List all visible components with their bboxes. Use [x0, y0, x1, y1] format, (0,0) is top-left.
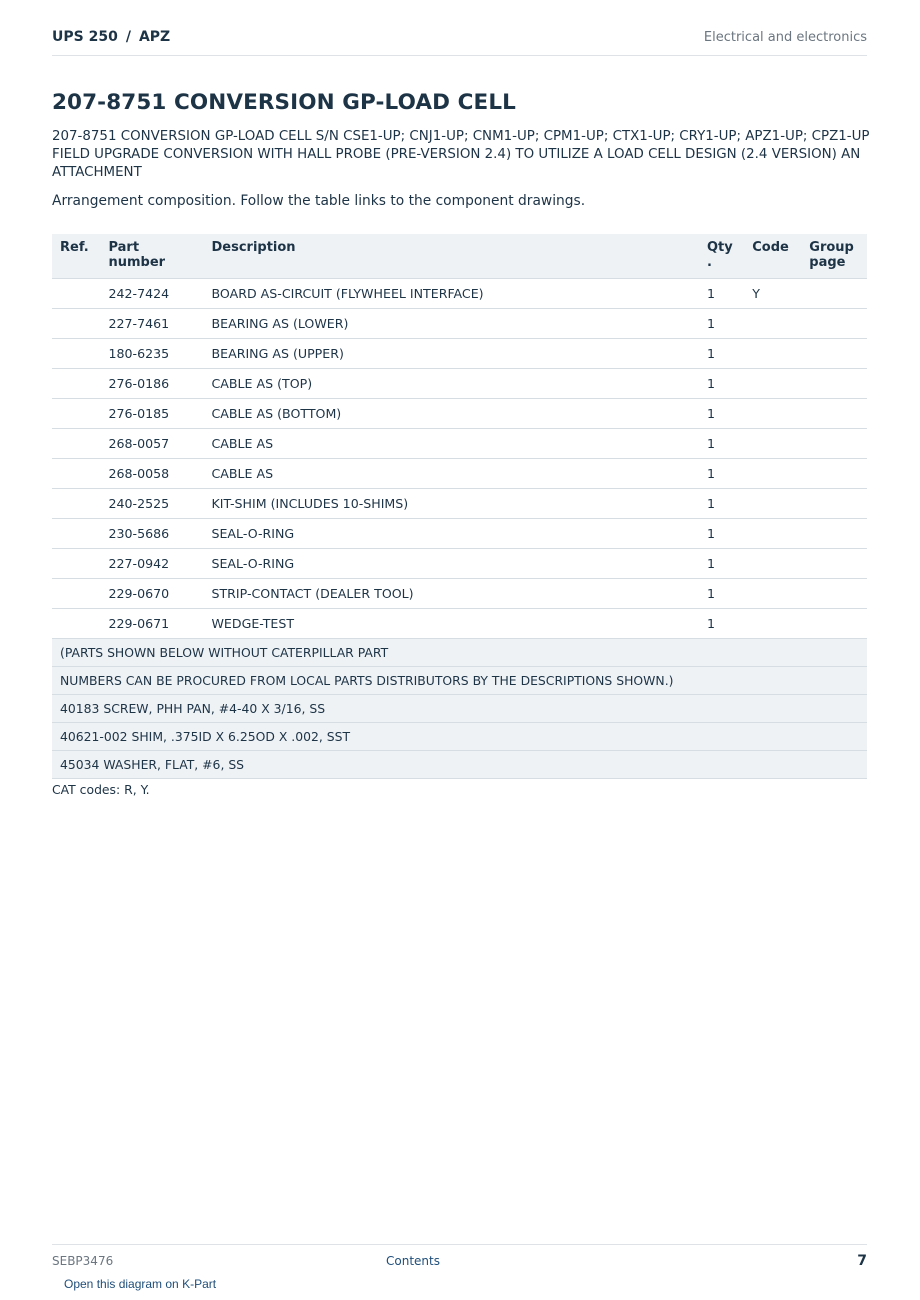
cell-part-number: 276-0186 [100, 369, 203, 399]
cell-description: BEARING AS (UPPER) [203, 339, 699, 369]
header-qty [699, 234, 744, 279]
note-row [52, 695, 867, 723]
note-text: 40183 SCREW, PHH PAN, #4-40 X 3/16, SS [52, 695, 867, 723]
cat-codes: CAT codes: R, Y. [52, 782, 150, 797]
header-code: Code [744, 234, 801, 279]
cell-description: BOARD AS-CIRCUIT (FLYWHEEL INTERFACE) [203, 279, 699, 309]
table-header-row [52, 234, 867, 279]
table-row [52, 519, 867, 549]
header-qty-line2: . [706, 255, 712, 270]
note-row [52, 667, 867, 695]
cell-code [744, 549, 801, 579]
cell-code [744, 399, 801, 429]
cell-code [744, 459, 801, 489]
note-row [52, 723, 867, 751]
cell-description: STRIP-CONTACT (DEALER TOOL) [203, 579, 699, 609]
cell-description: BEARING AS (LOWER) [203, 309, 699, 339]
cell-ref [52, 399, 100, 429]
cell-part-number: 227-0942 [100, 549, 203, 579]
breadcrumb-separator: / [125, 29, 131, 45]
table-row [52, 579, 867, 609]
page-header [52, 28, 867, 56]
cell-group-page [801, 579, 867, 609]
note-text: 40621-002 SHIM, .375ID X 6.25OD X .002, SST [52, 723, 867, 751]
cell-code: Y [744, 279, 801, 309]
table-row [52, 609, 867, 639]
cell-description: SEAL-O-RING [203, 519, 699, 549]
cell-code [744, 489, 801, 519]
contents-link[interactable]: Contents [386, 1254, 440, 1268]
cell-code [744, 579, 801, 609]
cell-ref [52, 309, 100, 339]
cell-group-page [801, 369, 867, 399]
cell-group-page [801, 549, 867, 579]
cell-qty: 1 [699, 309, 744, 339]
cell-group-page [801, 609, 867, 639]
cell-part-number: 229-0670 [100, 579, 203, 609]
cell-group-page [801, 279, 867, 309]
cell-qty: 1 [699, 579, 744, 609]
cell-qty: 1 [699, 489, 744, 519]
cell-part-number: 230-5686 [100, 519, 203, 549]
table-row [52, 309, 867, 339]
page-number: 7 [857, 1253, 867, 1269]
page-title: 207-8751 CONVERSION GP-LOAD CELL [52, 90, 516, 115]
cell-ref [52, 519, 100, 549]
cell-description: SEAL-O-RING [203, 549, 699, 579]
cell-group-page [801, 519, 867, 549]
cell-qty: 1 [699, 519, 744, 549]
cell-qty: 1 [699, 279, 744, 309]
note-text: (PARTS SHOWN BELOW WITHOUT CATERPILLAR PART [52, 639, 867, 667]
parts-table-body [52, 279, 867, 779]
table-row [52, 369, 867, 399]
cell-part-number: 242-7424 [100, 279, 203, 309]
cell-ref [52, 369, 100, 399]
table-row [52, 459, 867, 489]
cell-qty: 1 [699, 339, 744, 369]
cell-ref [52, 489, 100, 519]
cell-part-number: 227-7461 [100, 309, 203, 339]
cell-ref [52, 609, 100, 639]
section-label: Electrical and electronics [703, 30, 867, 45]
cell-qty: 1 [699, 609, 744, 639]
note-row [52, 751, 867, 779]
note-text: NUMBERS CAN BE PROCURED FROM LOCAL PARTS DISTRIBUTORS BY THE DESCRIPTIONS SHOWN.) [52, 667, 867, 695]
cell-description: CABLE AS [203, 459, 699, 489]
cell-code [744, 429, 801, 459]
breadcrumb-prefix: APZ [138, 29, 171, 45]
cell-qty: 1 [699, 399, 744, 429]
cell-part-number: 268-0058 [100, 459, 203, 489]
table-row [52, 399, 867, 429]
intro-text: Arrangement composition. Follow the table links to the component drawings. [52, 193, 586, 209]
table-row [52, 489, 867, 519]
cell-ref [52, 549, 100, 579]
open-in-kpart-link[interactable]: Open this diagram on K-Part [64, 1277, 217, 1291]
cell-description: CABLE AS (TOP) [203, 369, 699, 399]
cell-group-page [801, 339, 867, 369]
cell-code [744, 339, 801, 369]
document-id: SEBP3476 [52, 1254, 114, 1268]
table-row [52, 339, 867, 369]
cell-part-number: 229-0671 [100, 609, 203, 639]
breadcrumb [52, 29, 170, 45]
cell-ref [52, 429, 100, 459]
header-qty-line1: Qty [706, 240, 733, 255]
cell-code [744, 369, 801, 399]
cell-part-number: 276-0185 [100, 399, 203, 429]
cell-ref [52, 279, 100, 309]
page-footer [52, 1244, 867, 1275]
table-row [52, 279, 867, 309]
cell-qty: 1 [699, 369, 744, 399]
cell-group-page [801, 399, 867, 429]
cell-ref [52, 459, 100, 489]
header-part-number: Part number [100, 234, 203, 279]
assembly-description: 207-8751 CONVERSION GP-LOAD CELL S/N CSE1-UP; CNJ1-UP; CNM1-UP; CPM1-UP; CTX1-UP; CRY1-UP; APZ1-UP; CPZ1-UP FIELD UPGRADE CONVERSION WITH HALL PROBE (PRE-VERSION 2.4) TO UTILIZE A LOAD CELL DESIGN (2.4 VERSION) AN ATTACHMENT [52, 129, 870, 180]
note-row [52, 639, 867, 667]
cell-group-page [801, 459, 867, 489]
header-ref: Ref. [52, 234, 100, 279]
breadcrumb-model: UPS 250 [52, 29, 118, 45]
cell-description: CABLE AS [203, 429, 699, 459]
note-text: 45034 WASHER, FLAT, #6, SS [52, 751, 867, 779]
cell-description: CABLE AS (BOTTOM) [203, 399, 699, 429]
header-description: Description [203, 234, 699, 279]
cell-part-number: 180-6235 [100, 339, 203, 369]
cell-part-number: 240-2525 [100, 489, 203, 519]
cell-description: WEDGE-TEST [203, 609, 699, 639]
table-row [52, 429, 867, 459]
parts-table [52, 234, 867, 779]
cell-group-page [801, 429, 867, 459]
cell-part-number: 268-0057 [100, 429, 203, 459]
cell-description: KIT-SHIM (INCLUDES 10-SHIMS) [203, 489, 699, 519]
cell-group-page [801, 309, 867, 339]
header-group-page [801, 234, 867, 279]
cell-code [744, 609, 801, 639]
table-row [52, 549, 867, 579]
cell-group-page [801, 489, 867, 519]
header-group-line1: Group [809, 240, 854, 255]
cell-qty: 1 [699, 459, 744, 489]
cell-code [744, 309, 801, 339]
cell-qty: 1 [699, 429, 744, 459]
header-group-line2: page [809, 255, 846, 270]
cell-ref [52, 579, 100, 609]
cell-code [744, 519, 801, 549]
cell-ref [52, 339, 100, 369]
cell-qty: 1 [699, 549, 744, 579]
